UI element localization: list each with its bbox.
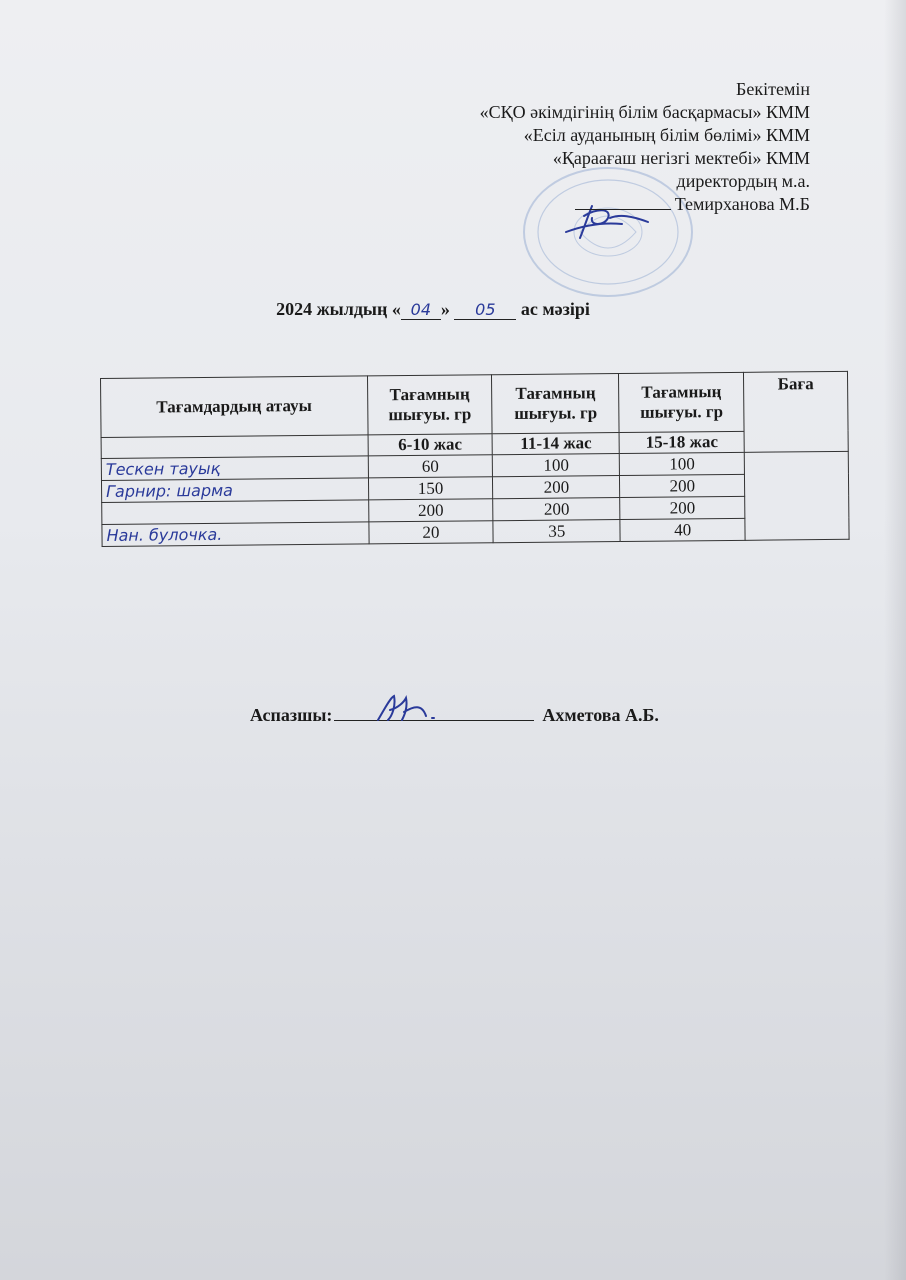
- table-header-row: [101, 371, 849, 437]
- cook-name: Ахметова А.Б.: [542, 705, 659, 725]
- approval-org-1: «СҚО әкімдігінің білім басқармасы» КММ: [479, 102, 810, 122]
- age-empty-cell: [101, 435, 368, 459]
- menu-title: [0, 299, 906, 320]
- header-yield-15-18: Тағамның шығуы. гр: [619, 372, 744, 432]
- title-day: 04: [401, 303, 441, 320]
- yield-15-18: 40: [620, 518, 745, 541]
- approval-block: [480, 78, 810, 216]
- cook-signature-block: [250, 704, 659, 726]
- cook-label: Аспазшы:: [250, 705, 333, 725]
- approval-heading: Бекітемін: [736, 79, 810, 99]
- yield-6-10: 150: [368, 477, 493, 500]
- yield-6-10: 20: [368, 521, 493, 544]
- yield-11-14: 200: [493, 476, 620, 499]
- yield-6-10: 200: [368, 499, 493, 522]
- menu-table: [100, 371, 850, 547]
- cook-signature: [374, 692, 444, 724]
- age-6-10: 6-10 жас: [368, 434, 493, 456]
- price-cell: [744, 451, 849, 540]
- approval-org-2: «Есіл ауданының білім бөлімі» КММ: [523, 125, 810, 145]
- header-yield-11-14: Тағамның шығуы. гр: [492, 374, 619, 434]
- title-prefix: 2024 жылдың «: [276, 299, 401, 319]
- signature-underline: [575, 195, 671, 210]
- yield-11-14: 35: [493, 520, 620, 543]
- cook-signature-line: [334, 704, 534, 721]
- page-edge-shadow: [884, 0, 906, 1280]
- dish-name: Нан. булочка.: [102, 522, 369, 547]
- yield-11-14: 200: [493, 498, 620, 521]
- title-suffix: ас мәзірі: [516, 299, 590, 319]
- yield-15-18: 200: [620, 496, 745, 519]
- approval-position: директордың м.а.: [676, 171, 810, 191]
- approval-org-3: «Қараағаш негізгі мектебі» КММ: [552, 148, 810, 168]
- header-dish-name: Тағамдардың атауы: [101, 376, 368, 438]
- title-mid: »: [440, 299, 455, 319]
- approval-signature-line: [480, 193, 810, 216]
- title-month: 05: [454, 303, 516, 320]
- header-yield-6-10: Тағамның шығуы. гр: [367, 375, 492, 435]
- yield-11-14: 100: [493, 454, 620, 477]
- yield-15-18: 200: [620, 474, 745, 497]
- yield-15-18: 100: [620, 452, 745, 475]
- dish-name: Гарнир: шарма: [101, 478, 368, 503]
- dish-name: Тескен тауық: [101, 456, 368, 481]
- dish-name: [102, 500, 369, 525]
- age-11-14: 11-14 жас: [492, 433, 619, 455]
- age-15-18: 15-18 жас: [619, 431, 744, 453]
- header-price: Баға: [744, 371, 849, 452]
- yield-6-10: 60: [368, 455, 493, 478]
- director-name: Темирханова М.Б: [674, 194, 810, 214]
